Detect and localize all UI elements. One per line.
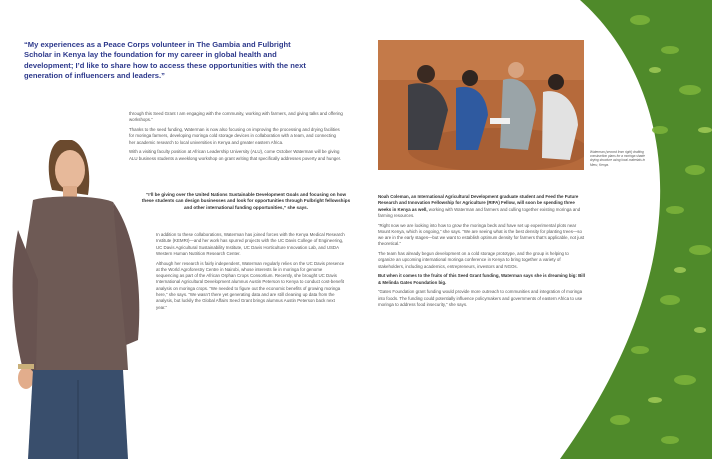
article-column-bottom [156, 232, 345, 314]
paragraph: The team has already begun development on a cold storage prototype, and the group is helping to organize an upcoming international moringa conference in Kenya to bring together a variety of stakeholders, including academics, entrepreneurs, investors and NGOs. [378, 251, 569, 269]
field-team-photo [378, 40, 584, 170]
pull-quote: “My experiences as a Peace Corps volunteer in The Gambia and Fulbright Scholar in Kenya lay the foundation for my career in global health and development; I’d like to share how to access these opportunities with the next generation of influencers and leaders.” [24, 40, 306, 81]
article-column-right [378, 194, 585, 312]
portrait-photo [8, 140, 163, 459]
highlight-quote: “I’ll be giving over the United Nations Sustainable Development Goals and focusing on how these students can design businesses and look for opportunities through Fulbright fellowships and other international funding opportunities,” she says. [141, 192, 351, 210]
paragraph: Thanks to the seed funding, Waterman is now also focusing on improving the processing and drying facilities for moringa farmers, developing moringa cold storage devices in collaboration with a team, and connecting her academic research to local universities in Kenya and greater eastern Africa. [129, 126, 340, 145]
photo-caption: Waterman (second from right) drafting construction plans for a moringa shade drying structure using local materials in Meru, Kenya. [590, 150, 646, 167]
paragraph: With a visiting faculty position at African Leadership University (ALU), come October Waterman will be giving ALU business students a weeklong workshop on grant writing that specifically addresses poverty and hunger. [129, 149, 342, 161]
paragraph [378, 194, 585, 219]
paragraph: “Right now we are looking into how to grow the moringa beds and have set up experimental plots near Mount Kenya, which is ongoing,” she says. “We are seeing what is the best density for planting trees—so we are in the early stages—but we want to establish optimum density for farmers that’s applicable, not just theoretical.” [378, 222, 585, 247]
paragraph: Although her research is fairly independent, Waterman regularly relies on the UC Davis presence at the World Agroforestry Centre in Nairobi, whose interests lie in moringa for genome sequencing as part of the African Orphan Crops Consortium. Recently, she brought UC Davis International Agricultural Development alumnus Austin Peterson to Kenya to conduct cost-benefit analysis on moringa crops. “We needed to figure out the economic benefits of growing moringa here,” she says. “We wasn’t there yet generating data and are still cleaning up data from the analysis, but luckily the Global Affairs Seed Grant brings alumnus Austin Peterson back next year.” [156, 260, 345, 310]
bold-lead: Noah Coleman, an International Agricultural Development graduate student and Feed the Future Research and Innovation Fellowship for Agriculture (RIFA) Fellow, will soon be spending three weeks in Kenya as well, [378, 194, 579, 212]
paragraph: through this Seed Grant I am engaging with the community, working with farmers, and giving talks and offering workshops.” [129, 111, 343, 123]
bold-statement: But when it comes to the fruits of this Seed Grant funding, Waterman says she is dreaming big: Bill & Melinda Gates Foundation big. [378, 273, 585, 285]
paragraph: “Gates Foundation grant funding would provide more outreach to communities and integration of moringa into foods. The funding could potentially influence policymakers and governments of eastern Africa to use moringa to address food insecurity,” she says. [378, 289, 583, 308]
paragraph: In addition to these collaborations, Waterman has joined forces with the Kenya Medical Research Institute (KEMRI)—and her work has spurred projects with the UC Davis College of Engineering, UC Davis Agricultural Sustainability Institute, UC Davis Horticulture Innovation Lab, and USDA Western Human Nutrition Research Center. [156, 232, 345, 256]
paragraph-rest: working with Waterman and farmers and culling together existing moringa and farming resources. [378, 206, 581, 218]
paragraph [378, 273, 585, 286]
